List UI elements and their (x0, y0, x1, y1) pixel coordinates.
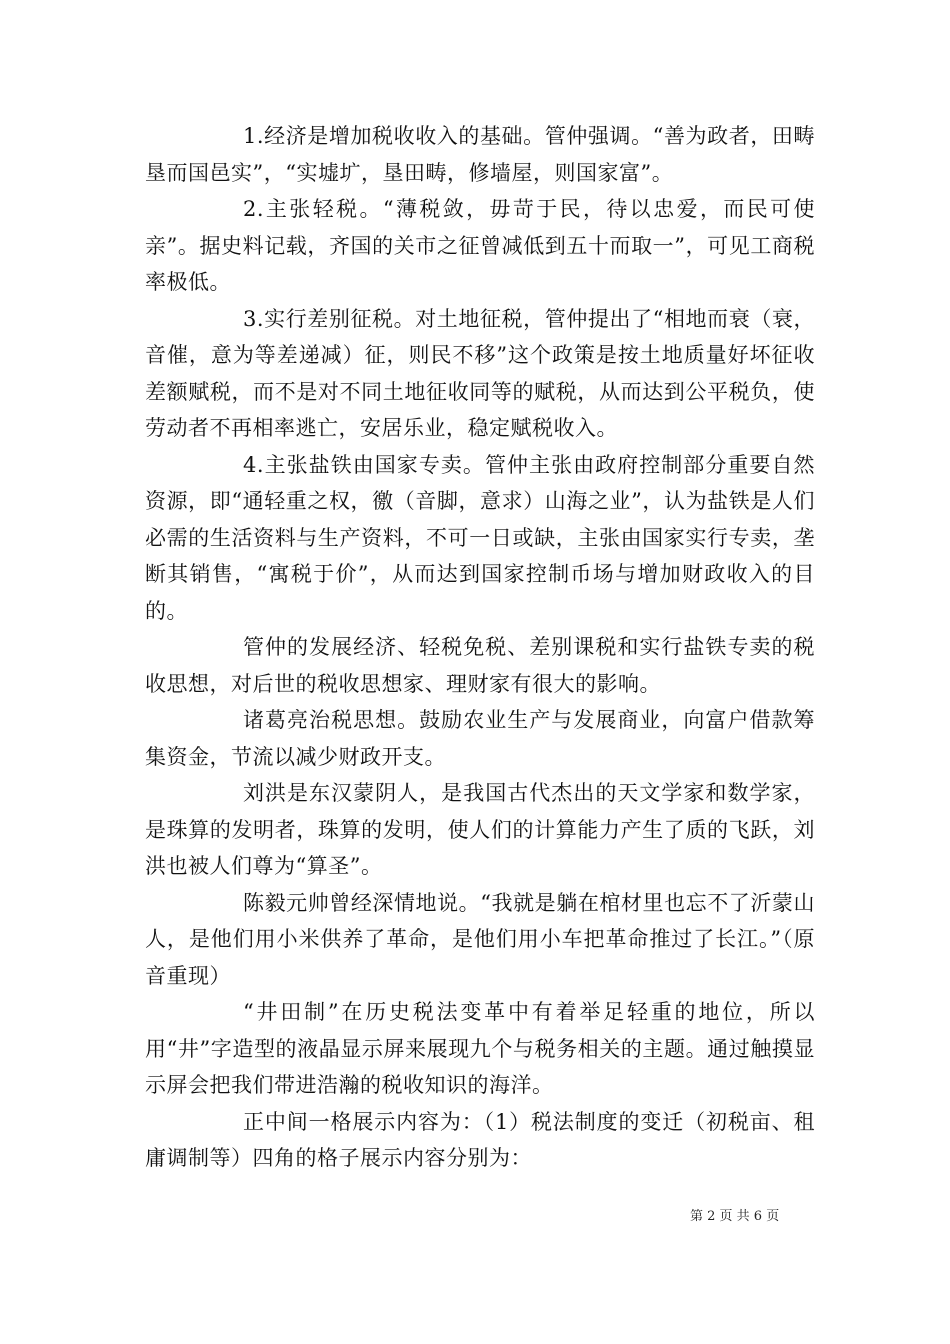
paragraph-light-tax: 2.主张轻税。“薄税敛，毋苛于民，待以忠爱，而民可使亲”。据史料记载，齐国的关市之征曾减低到五十而取一”，可见工商税率极低。 (145, 197, 815, 294)
paragraph-guanzhong-influence: 管仲的发展经济、轻税免税、差别课税和实行盐铁专卖的税收思想，对后世的税收思想家、理财家有很大的影响。 (145, 635, 815, 696)
paragraph-differential-tax: 3.实行差别征税。对土地征税，管仲提出了“相地而衰（衰，音催，意为等差递减）征，则民不移”这个政策是按土地质量好坏征收差额赋税，而不是对不同土地征收同等的赋税，从而达到公平税负，使劳动者不再相率逃亡，安居乐业，稳定赋税收入。 (145, 306, 815, 440)
paragraph-center-grid: 正中间一格展示内容为：（1）税法制度的变迁（初税亩、租庸调制等）四角的格子展示内容分别为： (145, 1109, 815, 1170)
page-number-footer: 第 2 页 共 6 页 (690, 1209, 780, 1224)
paragraph-chen-yi: 陈毅元帅曾经深情地说。“我就是躺在棺材里也忘不了沂蒙山人，是他们用小米供养了革命，是他们用小车把革命推过了长江。”（原音重现） (145, 890, 815, 988)
paragraph-jingtian-system: “井田制”在历史税法变革中有着举足轻重的地位，所以用“井”字造型的液晶显示屏来展现九个与税务相关的主题。通过触摸显示屏会把我们带进浩瀚的税收知识的海洋。 (145, 1000, 815, 1097)
document-body (145, 118, 815, 1177)
paragraph-economy-basis: 1.经济是增加税收收入的基础。管仲强调。“善为政者，田畴垦而国邑实”，“实墟圹，垦田畴，修墙屋，则国家富”。 (145, 124, 815, 185)
paragraph-salt-iron-monopoly: 4.主张盐铁由国家专卖。管仲主张由政府控制部分重要自然资源，即“通轻重之权，徼（音脚，意求）山海之业”，认为盐铁是人们必需的生活资料与生产资料，不可一日或缺，主张由国家实行专卖，垄断其销售，“寓税于价”，从而达到国家控制币场与增加财政收入的目的。 (145, 452, 815, 623)
paragraph-liu-hong: 刘洪是东汉蒙阴人，是我国古代杰出的天文学家和数学家，是珠算的发明者，珠算的发明，使人们的计算能力产生了质的飞跃，刘洪也被人们尊为“算圣”。 (145, 781, 815, 878)
paragraph-zhuge-liang: 诸葛亮治税思想。鼓励农业生产与发展商业，向富户借款筹集资金，节流以减少财政开支。 (145, 708, 815, 769)
